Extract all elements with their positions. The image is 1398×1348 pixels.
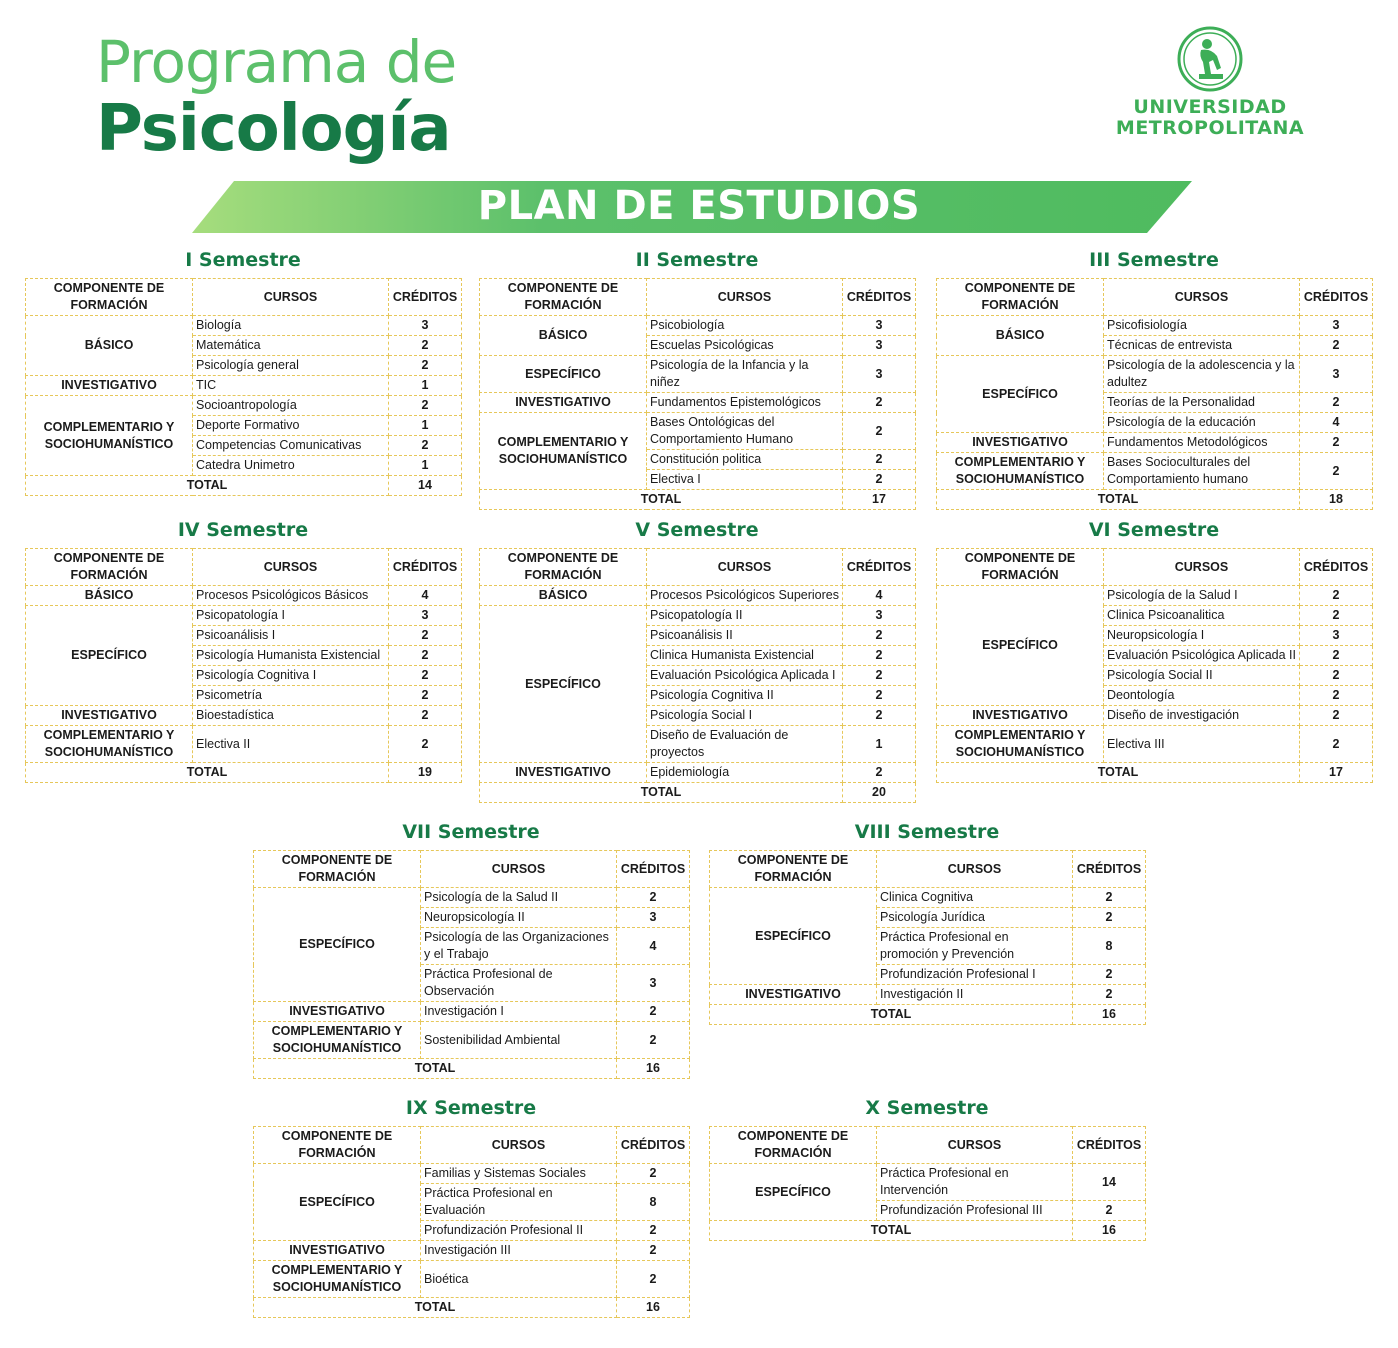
course-name: Competencias Comunicativas (193, 436, 389, 456)
course-credits: 3 (1300, 626, 1373, 646)
header-courses: CURSOS (421, 851, 617, 888)
header-courses: CURSOS (647, 549, 843, 586)
total-row (710, 1005, 1146, 1025)
total-row (480, 783, 916, 803)
header-courses: CURSOS (647, 279, 843, 316)
component-cell: COMPLEMENTARIO Y SOCIOHUMANÍSTICO (26, 396, 193, 476)
semester-title: II Semestre (635, 249, 759, 271)
header-component: COMPONENTE DE FORMACIÓN (26, 279, 193, 316)
header-credits: CRÉDITOS (1300, 279, 1373, 316)
course-name: Bases Socioculturales del Comportamiento humano (1104, 453, 1300, 490)
header-component: COMPONENTE DE FORMACIÓN (26, 549, 193, 586)
table-row (26, 316, 462, 336)
course-credits: 2 (1073, 908, 1146, 928)
curriculum-table (253, 850, 690, 1079)
semester-3 (936, 248, 1372, 510)
course-name: Psicología de la Infancia y la niñez (647, 356, 843, 393)
course-credits: 2 (389, 646, 462, 666)
total-label: TOTAL (26, 763, 389, 783)
course-name: Psicología de la Salud I (1104, 586, 1300, 606)
component-cell: ESPECÍFICO (710, 888, 877, 985)
table-header-row (480, 279, 916, 316)
curriculum-table (709, 1126, 1146, 1241)
course-credits: 2 (1300, 686, 1373, 706)
table-row (480, 393, 916, 413)
component-cell: ESPECÍFICO (26, 606, 193, 706)
table-row (937, 316, 1373, 336)
total-label: TOTAL (480, 783, 843, 803)
semester-4 (25, 518, 461, 783)
table-row (26, 376, 462, 396)
total-row (26, 763, 462, 783)
course-name: Procesos Psicológicos Básicos (193, 586, 389, 606)
course-credits: 2 (1300, 336, 1373, 356)
table-row (937, 706, 1373, 726)
table-header-row (937, 279, 1373, 316)
component-cell: COMPLEMENTARIO Y SOCIOHUMANÍSTICO (254, 1022, 421, 1059)
course-name: Psicología de la adolescencia y la adultez (1104, 356, 1300, 393)
curriculum-table (25, 278, 462, 496)
semester-title: I Semestre (185, 249, 301, 271)
course-credits: 2 (1300, 453, 1373, 490)
course-name: Psicoanálisis I (193, 626, 389, 646)
course-credits: 2 (1300, 706, 1373, 726)
curriculum-table (936, 278, 1373, 510)
course-credits: 4 (1300, 413, 1373, 433)
header-credits: CRÉDITOS (843, 549, 916, 586)
component-cell: INVESTIGATIVO (480, 393, 647, 413)
course-name: Psicología Jurídica (877, 908, 1073, 928)
total-label: TOTAL (254, 1059, 617, 1079)
course-credits: 2 (843, 706, 916, 726)
course-credits: 2 (843, 646, 916, 666)
course-name: Psicología Cognitiva I (193, 666, 389, 686)
course-name: Fundamentos Epistemológicos (647, 393, 843, 413)
course-name: Fundamentos Metodológicos (1104, 433, 1300, 453)
course-name: Psicobiología (647, 316, 843, 336)
course-name: Psicoanálisis II (647, 626, 843, 646)
header-credits: CRÉDITOS (617, 1127, 690, 1164)
table-row (254, 1164, 690, 1184)
course-name: Psicología de la Salud II (421, 888, 617, 908)
table-row (480, 356, 916, 393)
table-row (710, 985, 1146, 1005)
course-credits: 1 (389, 376, 462, 396)
semester-title: V Semestre (635, 519, 759, 541)
course-credits: 2 (1300, 433, 1373, 453)
table-row (26, 726, 462, 763)
semester-2 (479, 248, 915, 510)
course-name: Epidemiología (647, 763, 843, 783)
component-cell: INVESTIGATIVO (254, 1241, 421, 1261)
table-header-row (937, 549, 1373, 586)
header-component: COMPONENTE DE FORMACIÓN (937, 279, 1104, 316)
component-cell: ESPECÍFICO (937, 356, 1104, 433)
course-name: Psicopatología I (193, 606, 389, 626)
course-name: Psicología Humanista Existencial (193, 646, 389, 666)
table-row (26, 606, 462, 626)
table-header-row (710, 851, 1146, 888)
total-credits: 16 (1073, 1221, 1146, 1241)
course-credits: 2 (843, 666, 916, 686)
component-cell: COMPLEMENTARIO Y SOCIOHUMANÍSTICO (937, 453, 1104, 490)
course-credits: 2 (843, 686, 916, 706)
semester-1 (25, 248, 461, 496)
header-component: COMPONENTE DE FORMACIÓN (480, 279, 647, 316)
course-credits: 2 (617, 1221, 690, 1241)
course-name: Práctica Profesional en Evaluación (421, 1184, 617, 1221)
course-name: Psicometría (193, 686, 389, 706)
header-component: COMPONENTE DE FORMACIÓN (710, 1127, 877, 1164)
course-credits: 3 (617, 908, 690, 928)
semester-10 (709, 1096, 1145, 1241)
semester-title: VI Semestre (1088, 519, 1220, 541)
semester-5 (479, 518, 915, 803)
course-name: Profundización Profesional III (877, 1201, 1073, 1221)
table-row (26, 586, 462, 606)
component-cell: ESPECÍFICO (480, 606, 647, 763)
course-name: Deporte Formativo (193, 416, 389, 436)
course-credits: 2 (843, 763, 916, 783)
plan-banner-title: PLAN DE ESTUDIOS (477, 183, 921, 229)
table-row (710, 1164, 1146, 1201)
course-credits: 2 (389, 396, 462, 416)
course-credits: 3 (389, 606, 462, 626)
header-credits: CRÉDITOS (1300, 549, 1373, 586)
total-row (937, 763, 1373, 783)
program-title-line2: Psicología (96, 92, 451, 166)
table-row (937, 453, 1373, 490)
course-name: Constitución politica (647, 450, 843, 470)
course-credits: 3 (843, 606, 916, 626)
course-credits: 2 (1300, 646, 1373, 666)
course-name: Clinica Cognitiva (877, 888, 1073, 908)
header-courses: CURSOS (193, 279, 389, 316)
component-cell: INVESTIGATIVO (937, 706, 1104, 726)
course-name: Psicología Social II (1104, 666, 1300, 686)
course-credits: 2 (1073, 1201, 1146, 1221)
total-label: TOTAL (710, 1221, 1073, 1241)
component-cell: ESPECÍFICO (480, 356, 647, 393)
course-name: Diseño de investigación (1104, 706, 1300, 726)
course-name: Clinica Psicoanalitica (1104, 606, 1300, 626)
course-name: TIC (193, 376, 389, 396)
total-credits: 14 (389, 476, 462, 496)
course-credits: 2 (843, 413, 916, 450)
total-label: TOTAL (254, 1298, 617, 1318)
course-name: Matemática (193, 336, 389, 356)
table-header-row (710, 1127, 1146, 1164)
semester-6 (936, 518, 1372, 783)
component-cell: COMPLEMENTARIO Y SOCIOHUMANÍSTICO (480, 413, 647, 490)
course-name: Profundización Profesional I (877, 965, 1073, 985)
course-credits: 8 (617, 1184, 690, 1221)
total-row (254, 1059, 690, 1079)
total-credits: 16 (617, 1298, 690, 1318)
component-cell: BÁSICO (26, 586, 193, 606)
course-credits: 3 (389, 316, 462, 336)
course-name: Bases Ontológicas del Comportamiento Humano (647, 413, 843, 450)
course-name: Clinica Humanista Existencial (647, 646, 843, 666)
course-name: Familias y Sistemas Sociales (421, 1164, 617, 1184)
total-credits: 16 (1073, 1005, 1146, 1025)
total-credits: 18 (1300, 490, 1373, 510)
course-credits: 2 (389, 686, 462, 706)
course-credits: 2 (617, 888, 690, 908)
component-cell: ESPECÍFICO (937, 586, 1104, 706)
course-name: Deontología (1104, 686, 1300, 706)
course-name: Técnicas de entrevista (1104, 336, 1300, 356)
course-credits: 14 (1073, 1164, 1146, 1201)
table-row (480, 763, 916, 783)
course-credits: 2 (389, 706, 462, 726)
semester-7 (253, 820, 689, 1079)
header-credits: CRÉDITOS (617, 851, 690, 888)
component-cell: INVESTIGATIVO (26, 376, 193, 396)
header-courses: CURSOS (877, 1127, 1073, 1164)
table-row (480, 586, 916, 606)
course-name: Psicología de la educación (1104, 413, 1300, 433)
course-name: Sostenibilidad Ambiental (421, 1022, 617, 1059)
table-row (937, 433, 1373, 453)
logo-text-line2: METROPOLITANA (1115, 117, 1305, 139)
course-name: Práctica Profesional en promoción y Prevención (877, 928, 1073, 965)
component-cell: COMPLEMENTARIO Y SOCIOHUMANÍSTICO (26, 726, 193, 763)
course-credits: 2 (389, 626, 462, 646)
component-cell: INVESTIGATIVO (937, 433, 1104, 453)
course-name: Psicología Social I (647, 706, 843, 726)
table-row (480, 316, 916, 336)
total-row (26, 476, 462, 496)
course-name: Procesos Psicológicos Superiores (647, 586, 843, 606)
component-cell: COMPLEMENTARIO Y SOCIOHUMANÍSTICO (937, 726, 1104, 763)
course-name: Socioantropología (193, 396, 389, 416)
logo-text-line1: UNIVERSIDAD (1133, 96, 1287, 118)
table-row (254, 1261, 690, 1298)
curriculum-table (936, 548, 1373, 783)
course-credits: 2 (843, 470, 916, 490)
table-row (480, 413, 916, 450)
component-cell: INVESTIGATIVO (254, 1002, 421, 1022)
course-credits: 2 (389, 726, 462, 763)
table-row (937, 726, 1373, 763)
course-credits: 3 (843, 356, 916, 393)
course-credits: 2 (389, 436, 462, 456)
course-credits: 2 (389, 336, 462, 356)
table-row (480, 606, 916, 626)
course-credits: 3 (843, 336, 916, 356)
course-credits: 2 (1300, 726, 1373, 763)
header-courses: CURSOS (193, 549, 389, 586)
program-title-line1: Programa de (96, 28, 457, 96)
semester-8 (709, 820, 1145, 1025)
header-component: COMPONENTE DE FORMACIÓN (710, 851, 877, 888)
course-credits: 2 (1073, 985, 1146, 1005)
semester-title: VIII Semestre (854, 821, 1000, 843)
header-credits: CRÉDITOS (389, 549, 462, 586)
total-label: TOTAL (937, 490, 1300, 510)
table-header-row (26, 549, 462, 586)
course-credits: 2 (1300, 606, 1373, 626)
total-label: TOTAL (937, 763, 1300, 783)
course-name: Psicofisiología (1104, 316, 1300, 336)
component-cell: BÁSICO (26, 316, 193, 376)
course-name: Psicología general (193, 356, 389, 376)
total-credits: 20 (843, 783, 916, 803)
course-name: Catedra Unimetro (193, 456, 389, 476)
course-name: Investigación III (421, 1241, 617, 1261)
total-label: TOTAL (710, 1005, 1073, 1025)
course-credits: 2 (1300, 586, 1373, 606)
course-name: Práctica Profesional de Observación (421, 965, 617, 1002)
header-courses: CURSOS (1104, 279, 1300, 316)
course-name: Neuropsicología I (1104, 626, 1300, 646)
curriculum-table (479, 278, 916, 510)
table-header-row (26, 279, 462, 316)
course-name: Psicología Cognitiva II (647, 686, 843, 706)
header-credits: CRÉDITOS (843, 279, 916, 316)
semester-title: III Semestre (1089, 249, 1219, 271)
header-component: COMPONENTE DE FORMACIÓN (480, 549, 647, 586)
curriculum-table (709, 850, 1146, 1025)
course-name: Evaluación Psicológica Aplicada I (647, 666, 843, 686)
curriculum-table (253, 1126, 690, 1318)
semester-9 (253, 1096, 689, 1318)
header-courses: CURSOS (421, 1127, 617, 1164)
total-label: TOTAL (480, 490, 843, 510)
course-name: Psicopatología II (647, 606, 843, 626)
total-label: TOTAL (26, 476, 389, 496)
table-row (26, 396, 462, 416)
course-credits: 2 (843, 626, 916, 646)
component-cell: ESPECÍFICO (710, 1164, 877, 1221)
course-credits: 4 (389, 586, 462, 606)
course-name: Investigación I (421, 1002, 617, 1022)
total-row (480, 490, 916, 510)
header-credits: CRÉDITOS (1073, 1127, 1146, 1164)
total-credits: 17 (843, 490, 916, 510)
course-credits: 3 (1300, 316, 1373, 336)
table-row (254, 1241, 690, 1261)
course-name: Neuropsicología II (421, 908, 617, 928)
component-cell: INVESTIGATIVO (26, 706, 193, 726)
course-name: Psicología de las Organizaciones y el Trabajo (421, 928, 617, 965)
course-credits: 2 (1300, 393, 1373, 413)
component-cell: BÁSICO (480, 316, 647, 356)
total-credits: 16 (617, 1059, 690, 1079)
table-header-row (480, 549, 916, 586)
course-credits: 8 (1073, 928, 1146, 965)
component-cell: ESPECÍFICO (254, 1164, 421, 1241)
course-credits: 2 (389, 666, 462, 686)
course-credits: 1 (843, 726, 916, 763)
semester-title: IV Semestre (177, 519, 309, 541)
table-row (937, 356, 1373, 393)
course-credits: 2 (617, 1261, 690, 1298)
course-name: Investigación II (877, 985, 1073, 1005)
table-row (26, 706, 462, 726)
course-name: Escuelas Psicológicas (647, 336, 843, 356)
course-credits: 2 (389, 356, 462, 376)
component-cell: INVESTIGATIVO (480, 763, 647, 783)
header-component: COMPONENTE DE FORMACIÓN (254, 851, 421, 888)
header-credits: CRÉDITOS (1073, 851, 1146, 888)
course-name: Teorías de la Personalidad (1104, 393, 1300, 413)
course-name: Práctica Profesional en Intervención (877, 1164, 1073, 1201)
component-cell: BÁSICO (937, 316, 1104, 356)
course-name: Evaluación Psicológica Aplicada II (1104, 646, 1300, 666)
course-credits: 1 (389, 416, 462, 436)
course-name: Biología (193, 316, 389, 336)
semester-title: X Semestre (865, 1097, 989, 1119)
course-credits: 2 (843, 450, 916, 470)
semester-title: VII Semestre (402, 821, 540, 843)
university-logo (1110, 26, 1310, 139)
total-row (937, 490, 1373, 510)
course-credits: 3 (617, 965, 690, 1002)
table-header-row (254, 1127, 690, 1164)
table-row (254, 1022, 690, 1059)
course-credits: 2 (617, 1164, 690, 1184)
course-credits: 2 (1073, 888, 1146, 908)
course-credits: 4 (617, 928, 690, 965)
table-row (254, 888, 690, 908)
component-cell: BÁSICO (480, 586, 647, 606)
course-name: Bioética (421, 1261, 617, 1298)
course-name: Electiva III (1104, 726, 1300, 763)
total-row (254, 1298, 690, 1318)
course-credits: 2 (1300, 666, 1373, 686)
total-credits: 19 (389, 763, 462, 783)
header-courses: CURSOS (1104, 549, 1300, 586)
header-component: COMPONENTE DE FORMACIÓN (937, 549, 1104, 586)
total-credits: 17 (1300, 763, 1373, 783)
total-row (710, 1221, 1146, 1241)
component-cell: INVESTIGATIVO (710, 985, 877, 1005)
table-row (710, 888, 1146, 908)
course-name: Electiva II (193, 726, 389, 763)
course-name: Diseño de Evaluación de proyectos (647, 726, 843, 763)
course-credits: 2 (617, 1241, 690, 1261)
thinker-seal-icon (1177, 26, 1243, 92)
curriculum-table (479, 548, 916, 803)
course-credits: 2 (617, 1002, 690, 1022)
component-cell: COMPLEMENTARIO Y SOCIOHUMANÍSTICO (254, 1261, 421, 1298)
table-header-row (254, 851, 690, 888)
course-name: Profundización Profesional II (421, 1221, 617, 1241)
course-credits: 2 (1073, 965, 1146, 985)
course-credits: 1 (389, 456, 462, 476)
course-credits: 3 (1300, 356, 1373, 393)
course-name: Bioestadística (193, 706, 389, 726)
table-row (937, 586, 1373, 606)
course-credits: 3 (843, 316, 916, 336)
component-cell: ESPECÍFICO (254, 888, 421, 1002)
table-row (254, 1002, 690, 1022)
header-credits: CRÉDITOS (389, 279, 462, 316)
header-component: COMPONENTE DE FORMACIÓN (254, 1127, 421, 1164)
header-courses: CURSOS (877, 851, 1073, 888)
course-credits: 2 (617, 1022, 690, 1059)
semester-title: IX Semestre (405, 1097, 537, 1119)
course-name: Electiva I (647, 470, 843, 490)
curriculum-table (25, 548, 462, 783)
course-credits: 4 (843, 586, 916, 606)
course-credits: 2 (843, 393, 916, 413)
